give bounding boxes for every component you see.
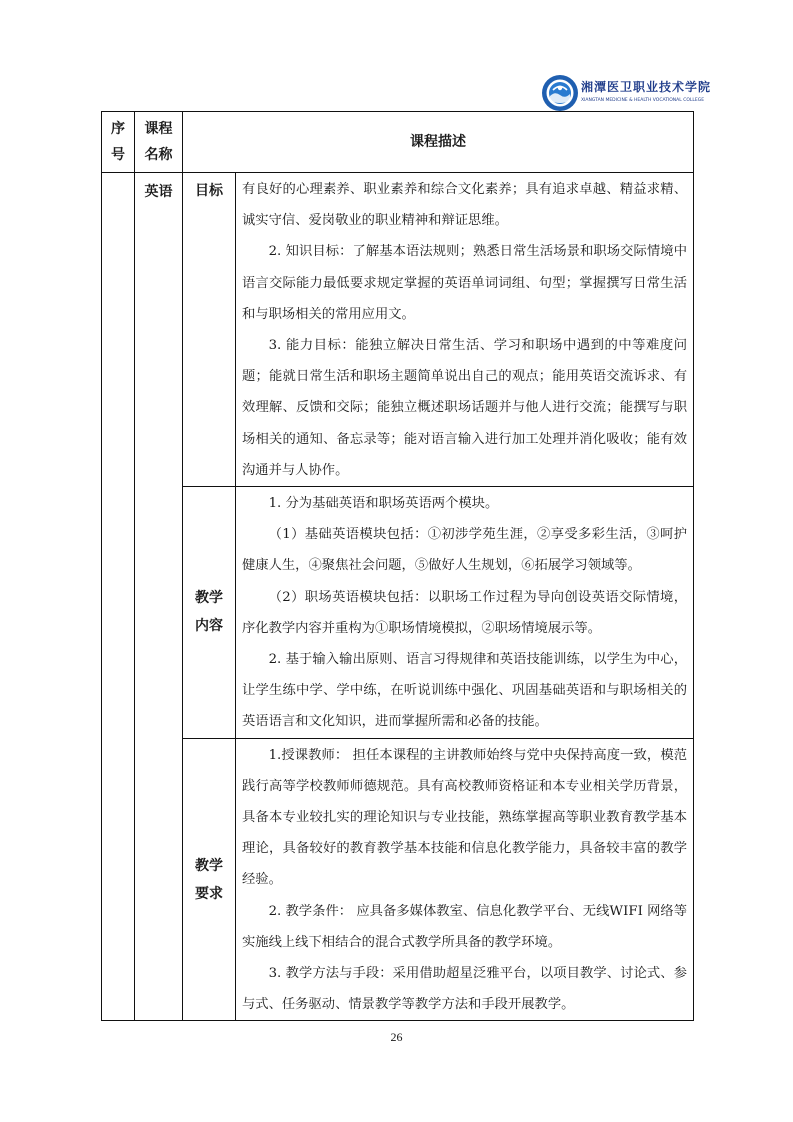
goals-paragraph: 3. 能力目标：能独立解决日常生活、学习和职场中遇到的中等难度问题；能就日常生活和职场主题简单说出自己的观点；能用英语交流诉求、有效理解、反馈和交际；能独立概述职场话题并与他人进行交流；能撰写与职场相关的通知、备忘录等；能对语言输入进行加工处理并消化吸收；能有效沟通并与人协作。 bbox=[242, 338, 687, 478]
college-name: 湘潭医卫职业技术学院 bbox=[581, 80, 712, 94]
table-row-requirements bbox=[102, 738, 694, 1021]
goals-label: 目标 bbox=[183, 173, 236, 487]
goals-paragraph: 2. 知识目标：了解基本语法规则；熟悉日常生活场景和职场交际情境中语言交际能力最低要求规定掌握的英语单词词组、句型；掌握撰写日常生活和与职场相关的常用应用文。 bbox=[242, 244, 687, 322]
requirements-paragraph: 1.授课教师： 担任本课程的主讲教师始终与党中央保持高度一致，模范践行高等学校教师师德规范。具有高校教师资格证和本专业相关学历背景，具备本专业较扎实的理论知识与专业技能，熟练掌握高等职业教育教学基本理论，具备较好的教育教学基本技能和信息化教学能力，具备较丰富的教学经验。 bbox=[242, 747, 687, 888]
table-row-goals bbox=[102, 173, 694, 487]
index-cell bbox=[102, 173, 135, 1021]
requirements-paragraph: 3. 教学方法与手段：采用借助超星泛雅平台，以项目教学、讨论式、参与式、任务驱动、情景教学等教学方法和手段开展教学。 bbox=[242, 966, 687, 1013]
index-header: 序 号 bbox=[102, 112, 135, 173]
college-name-en: XIANGTAN MEDICINE & HEALTH VOCATIONAL COLLEGE bbox=[581, 98, 705, 103]
table-header-row bbox=[102, 112, 694, 173]
college-seal-icon bbox=[541, 74, 579, 112]
requirements-description bbox=[236, 738, 694, 1021]
course-description-table bbox=[101, 111, 694, 1021]
table-row-content bbox=[102, 487, 694, 739]
content-paragraph: 1. 分为基础英语和职场英语两个模块。 bbox=[268, 496, 499, 512]
requirements-paragraph: 2. 教学条件： 应具备多媒体教室、信息化教学平台、无线WIFI 网络等实施线上线下相结合的混合式教学所具备的教学环境。 bbox=[242, 903, 687, 950]
college-logo bbox=[541, 74, 751, 116]
page-number: 26 bbox=[390, 1030, 403, 1044]
content-description bbox=[236, 487, 694, 739]
course-name-header: 课程 名称 bbox=[135, 112, 183, 173]
content-paragraph: （1）基础英语模块包括：①初涉学苑生涯，②享受多彩生活，③呵护健康人生，④聚焦社会问题，⑤做好人生规划，⑥拓展学习领域等。 bbox=[242, 527, 687, 574]
content-paragraph: 2. 基于输入输出原则、语言习得规律和英语技能训练，以学生为中心，让学生练中学、学中练，在听说训练中强化、巩固基础英语和与职场相关的英语语言和文化知识，进而掌握所需和必备的技能。 bbox=[242, 652, 687, 730]
content-label: 教学 内容 bbox=[183, 487, 236, 739]
goals-description bbox=[236, 173, 694, 487]
content-paragraph: （2）职场英语模块包括：以职场工作过程为导向创设英语交际情境，序化教学内容并重构为①职场情境模拟，②职场情境展示等。 bbox=[242, 589, 687, 636]
description-header: 课程描述 bbox=[183, 112, 694, 173]
course-name-cell: 英语 bbox=[135, 173, 183, 1021]
goals-paragraph: 有良好的心理素养、职业素养和综合文化素养；具有追求卓越、精益求精、诚实守信、爱岗敬业的职业精神和辩证思维。 bbox=[242, 182, 687, 229]
requirements-label: 教学 要求 bbox=[183, 738, 236, 1021]
